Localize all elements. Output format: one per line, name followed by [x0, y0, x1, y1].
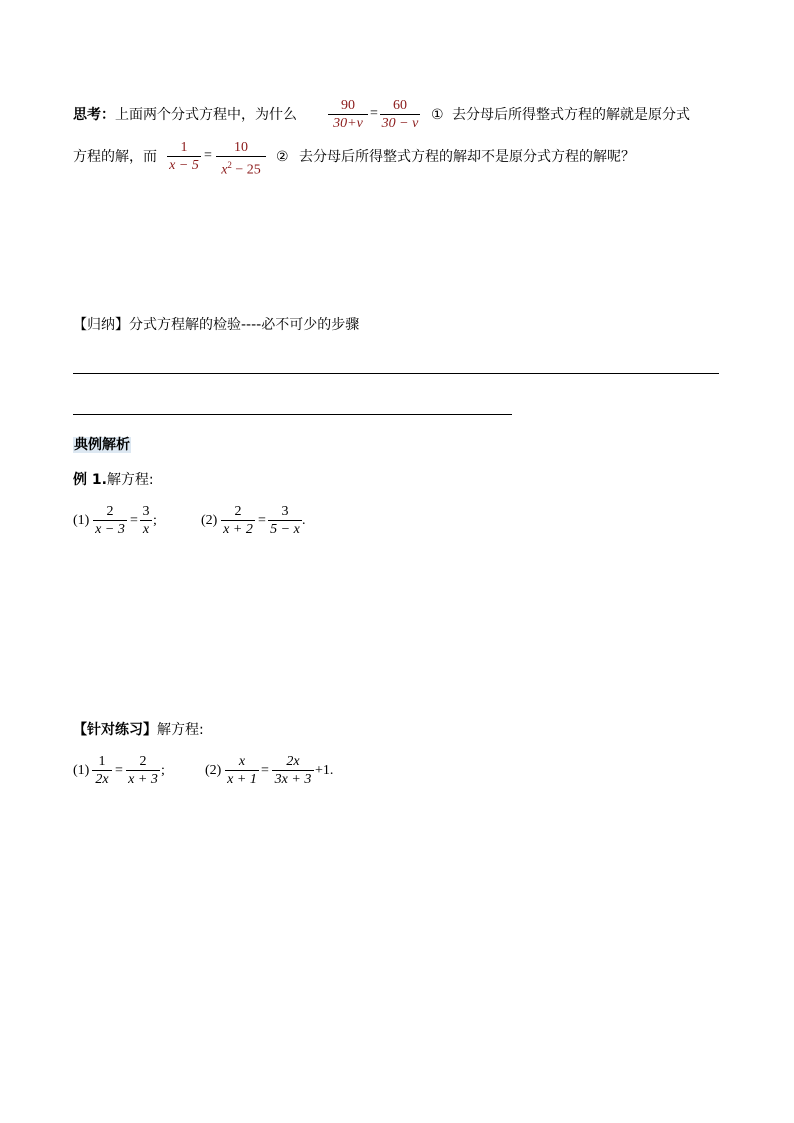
practice-p1-left-fraction: 1 2x [92, 753, 112, 788]
practice-heading: 【针对练习】解方程: [73, 722, 204, 738]
fraction-1-over-x-minus-5: 1 x − 5 [167, 139, 201, 174]
section-title: 典例解析 [74, 437, 130, 453]
think-line-1 [73, 106, 297, 124]
think-text-a: 上面两个分式方程中，为什么 [115, 107, 297, 123]
example1-heading: 例 1.解方程: [73, 472, 154, 488]
example1-p2-end: . [302, 513, 306, 528]
practice-p2-left-fraction: x x + 1 [225, 753, 259, 788]
example1-p1-left-fraction: 2 x − 3 [93, 503, 127, 538]
example1-p1-end: ; [153, 513, 157, 528]
equals-sign-2: = [204, 148, 212, 163]
fraction-10-over-x2-minus-25: 10 $x^2 - 25$ [216, 139, 266, 179]
example1-p1-index: (1) [73, 513, 90, 528]
practice-p2-tail: +1. [315, 763, 334, 778]
answer-line-1 [73, 373, 719, 374]
practice-p1-index: (1) [73, 763, 90, 778]
practice-p1-equals: = [115, 763, 123, 778]
example1-p1-right-fraction: 3 x [140, 503, 152, 538]
practice-p1-right-fraction: 2 x + 3 [126, 753, 160, 788]
fraction-90-over-30-plus-v: 90 30+v [328, 97, 368, 132]
fraction-60-over-30-minus-v: 60 30 − v [381, 98, 419, 131]
think-text-b: 去分母后所得整式方程的解就是原分式 [452, 107, 690, 123]
example1-p2-right-fraction: 3 5 − x [268, 503, 302, 538]
practice-p2-equals: = [261, 763, 269, 778]
think-label: 思考： [73, 107, 115, 123]
example1-p1-equals: = [130, 513, 138, 528]
marker-1: ① [431, 107, 444, 123]
example1-p2-index: (2) [201, 513, 218, 528]
think-text-c: 方程的解，而 [73, 149, 157, 165]
think-text-d: 去分母后所得整式方程的解却不是原分式方程的解呢？ [299, 149, 635, 165]
practice-p2-index: (2) [205, 763, 222, 778]
summary-text: 【归纳】分式方程解的检验----必不可少的步骤 [73, 317, 360, 333]
practice-p2-right-fraction: 2x 3x + 3 [272, 753, 314, 788]
marker-2: ② [276, 149, 289, 165]
answer-line-2 [73, 414, 512, 415]
equals-sign-1: = [370, 106, 378, 121]
example1-p2-left-fraction: 2 x + 2 [221, 503, 255, 538]
practice-p1-end: ; [161, 763, 165, 778]
example1-p2-equals: = [258, 513, 266, 528]
